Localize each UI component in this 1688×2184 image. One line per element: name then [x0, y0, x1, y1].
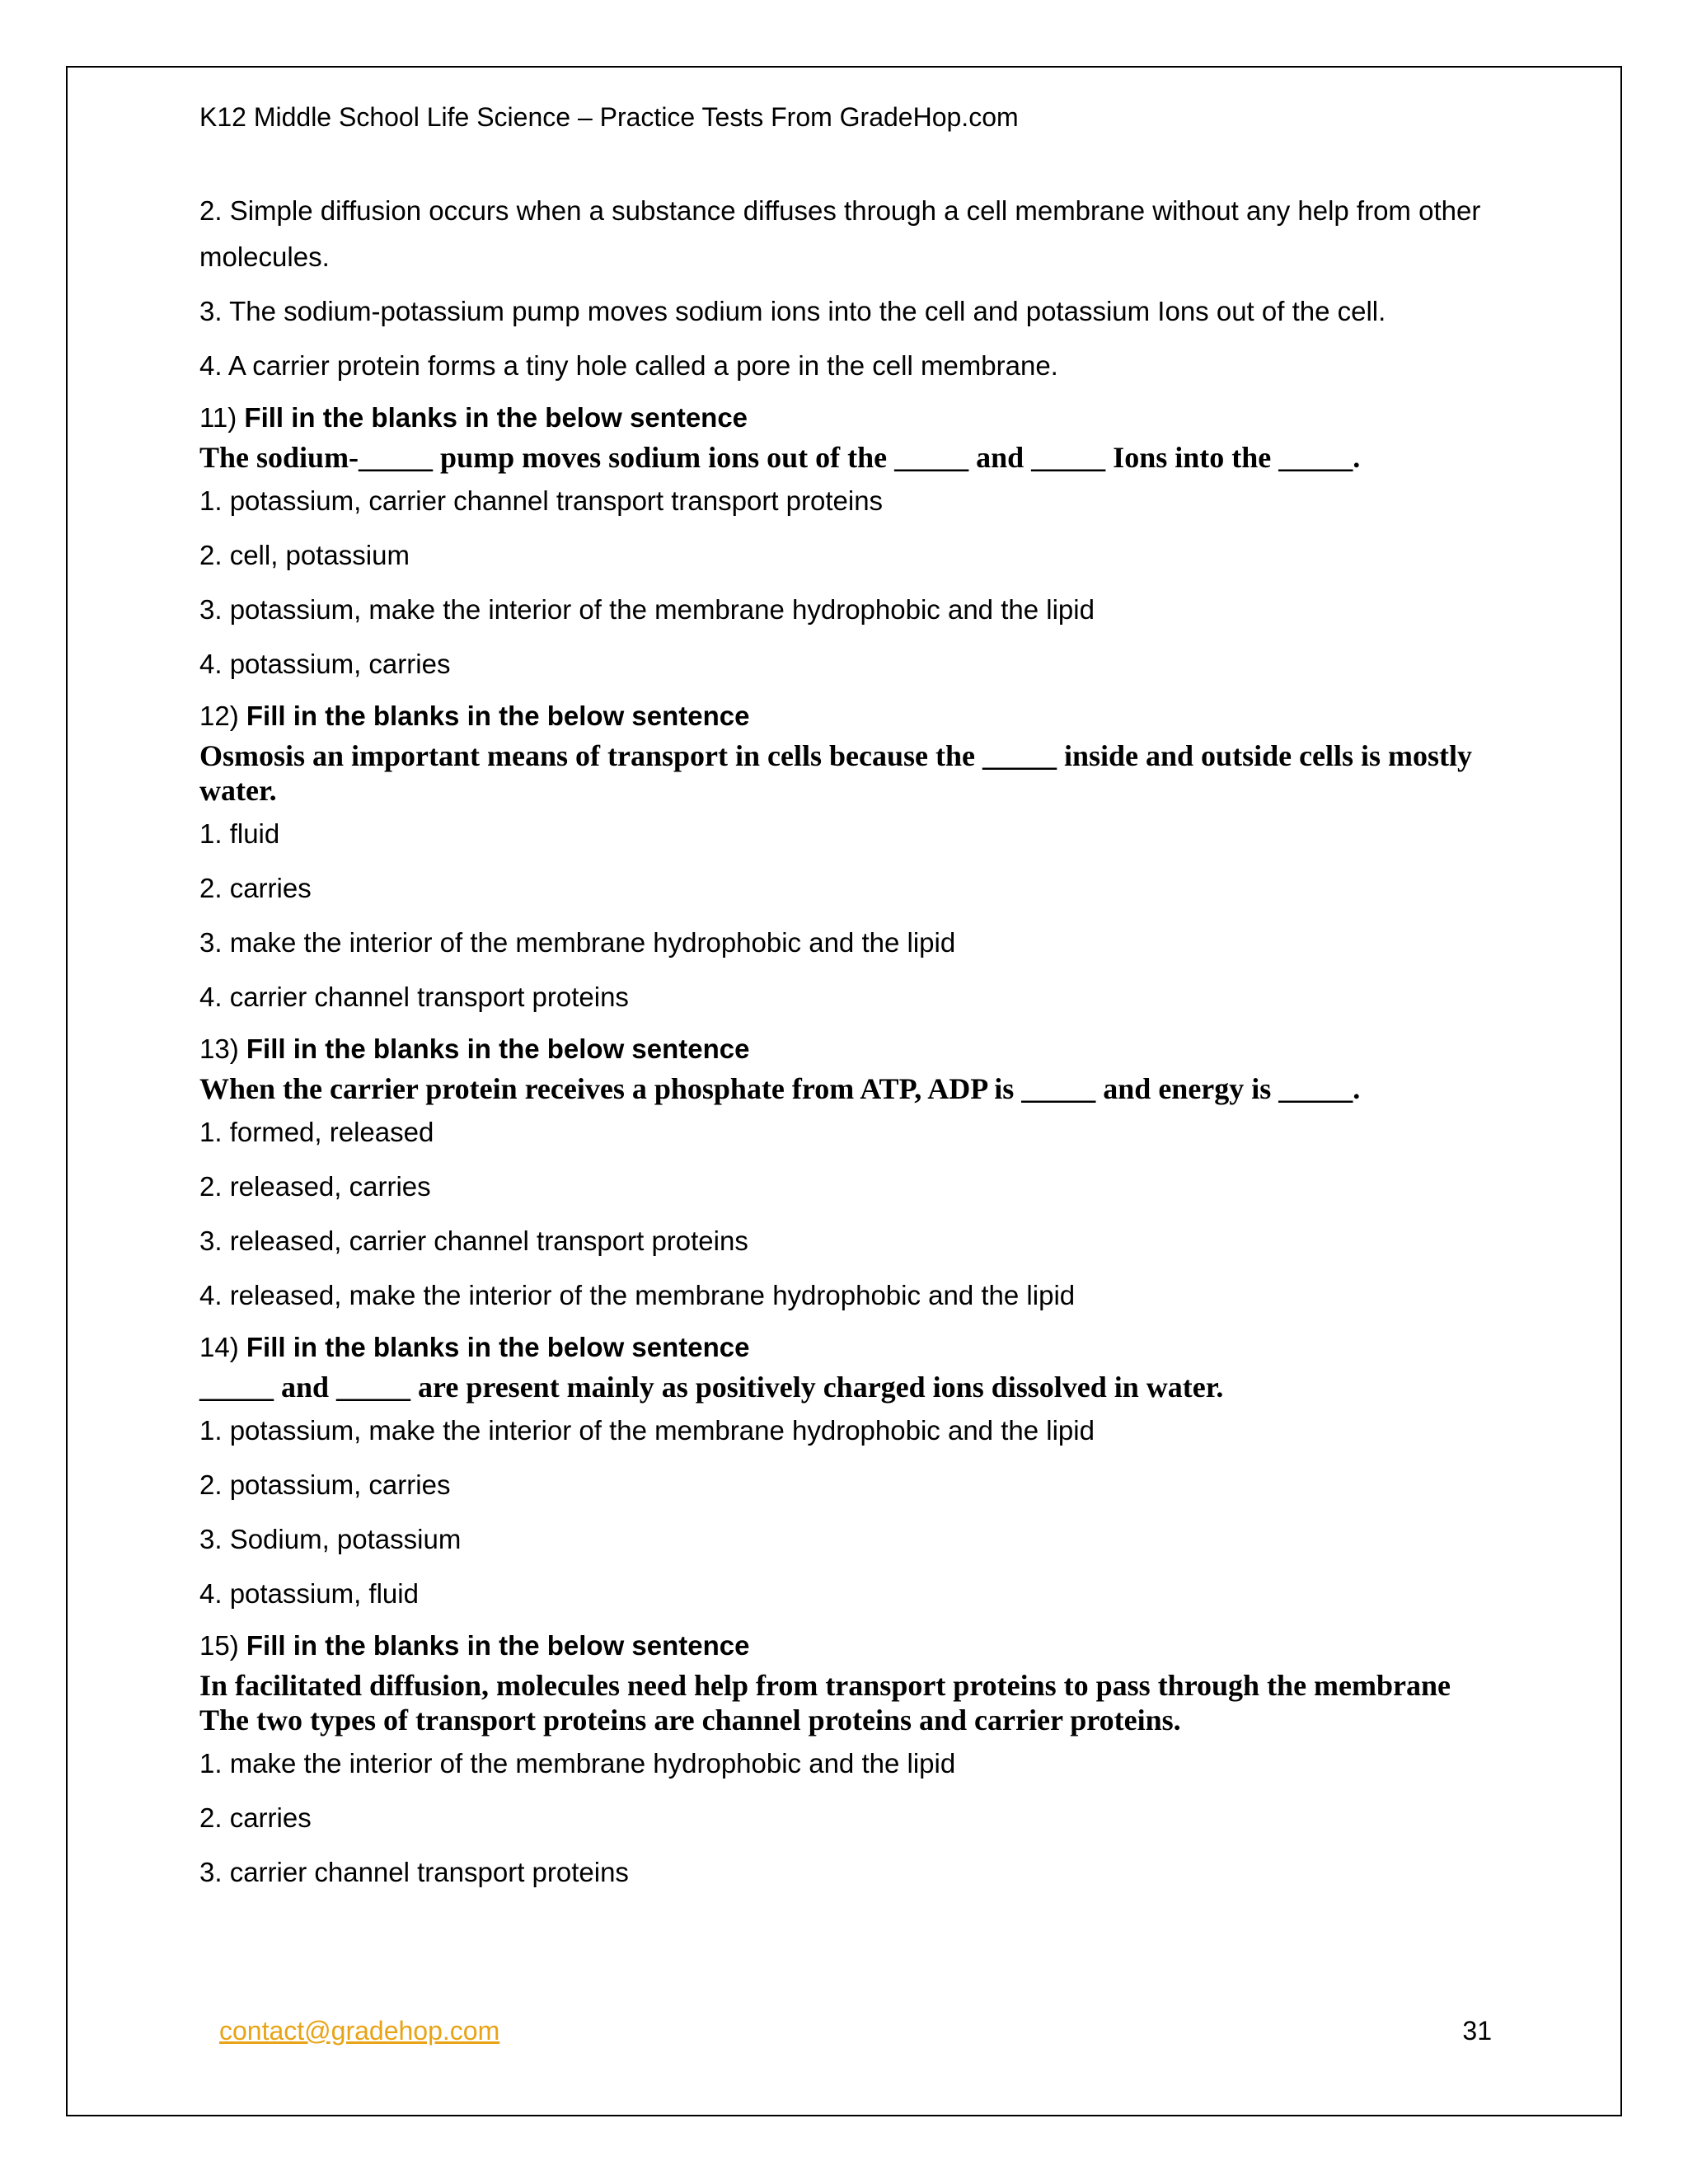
question-instruction: Fill in the blanks in the below sentence	[246, 1332, 750, 1362]
option-item: 3. Sodium, potassium	[199, 1524, 462, 1554]
question-number: 15)	[199, 1630, 239, 1661]
question-number: 14)	[199, 1332, 239, 1362]
option-item: 4. released, make the interior of the membrane hydrophobic and the lipid	[199, 1280, 1076, 1310]
question-13	[199, 1029, 1502, 1319]
option-item: 3. The sodium-potassium pump moves sodium ions into the cell and potassium Ions out of the cell.	[199, 296, 1386, 326]
page-content	[199, 97, 1502, 1904]
option-item: 2. carries	[199, 873, 312, 903]
option-item: 4. potassium, carries	[199, 649, 451, 679]
question-sentence: The sodium-_____ pump moves sodium ions out of the _____ and _____ Ions into the _____.	[199, 441, 1361, 474]
question-14	[199, 1327, 1502, 1617]
question-11	[199, 397, 1502, 687]
question-sentence: When the carrier protein receives a phosphate from ATP, ADP is _____ and energy is _____.	[199, 1072, 1361, 1105]
option-item: 2. cell, potassium	[199, 540, 410, 570]
option-item: 3. released, carrier channel transport proteins	[199, 1226, 748, 1256]
option-item: 1. potassium, carrier channel transport transport proteins	[199, 485, 884, 516]
question-sentence: In facilitated diffusion, molecules need help from transport proteins to pass through the membrane The two types of transport proteins are channel proteins and carrier proteins.	[199, 1669, 1451, 1736]
option-item: 4. potassium, fluid	[199, 1578, 419, 1609]
page-number: 31	[1462, 2016, 1492, 2046]
question-label	[199, 696, 1502, 737]
question-15	[199, 1625, 1502, 1896]
option-item: 3. make the interior of the membrane hydrophobic and the lipid	[199, 927, 956, 958]
carryover-options	[199, 188, 1502, 389]
question-sentence: Osmosis an important means of transport in cells because the _____ inside and outside cells is mostly water.	[199, 739, 1473, 807]
question-label	[199, 1029, 1502, 1070]
question-instruction: Fill in the blanks in the below sentence	[246, 1630, 750, 1661]
question-number: 11)	[199, 402, 237, 433]
question-instruction: Fill in the blanks in the below sentence	[246, 701, 750, 731]
question-number: 13)	[199, 1033, 239, 1064]
option-item: 2. Simple diffusion occurs when a substance diffuses through a cell membrane without any help from other molecules.	[199, 195, 1481, 272]
question-label	[199, 1327, 1502, 1368]
option-item: 2. carries	[199, 1802, 312, 1833]
question-instruction: Fill in the blanks in the below sentence	[244, 402, 748, 433]
question-number: 12)	[199, 701, 239, 731]
option-item: 2. potassium, carries	[199, 1469, 451, 1500]
option-item: 3. carrier channel transport proteins	[199, 1857, 629, 1887]
page-header: K12 Middle School Life Science – Practice Tests From GradeHop.com	[199, 102, 1019, 132]
question-12	[199, 696, 1502, 1020]
option-item: 1. potassium, make the interior of the membrane hydrophobic and the lipid	[199, 1415, 1095, 1446]
option-item: 1. make the interior of the membrane hydrophobic and the lipid	[199, 1748, 956, 1779]
option-item: 3. potassium, make the interior of the membrane hydrophobic and the lipid	[199, 594, 1095, 625]
question-label	[199, 1625, 1502, 1666]
option-item: 1. fluid	[199, 818, 280, 849]
option-item: 4. A carrier protein forms a tiny hole called a pore in the cell membrane.	[199, 350, 1058, 381]
question-instruction: Fill in the blanks in the below sentence	[246, 1033, 750, 1064]
question-sentence: _____ and _____ are present mainly as positively charged ions dissolved in water.	[199, 1371, 1224, 1404]
option-item: 2. released, carries	[199, 1171, 431, 1202]
option-item: 1. formed, released	[199, 1117, 434, 1147]
contact-email-link[interactable]: contact@gradehop.com	[219, 2016, 500, 2046]
question-label	[199, 397, 1502, 438]
option-item: 4. carrier channel transport proteins	[199, 982, 629, 1012]
